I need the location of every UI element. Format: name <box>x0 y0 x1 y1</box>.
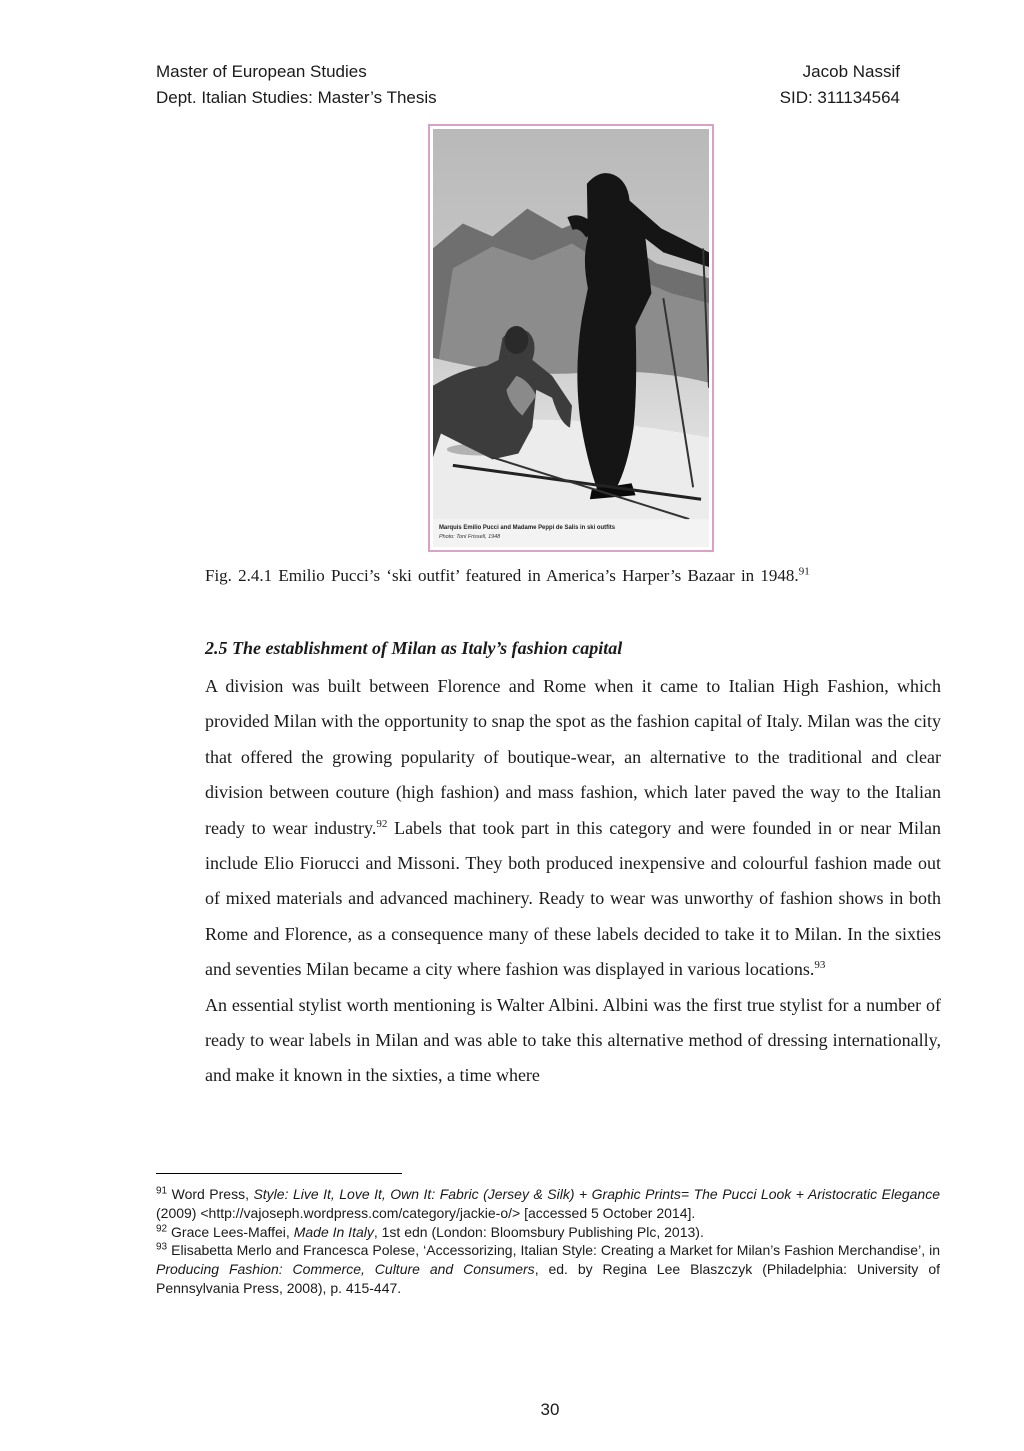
figure-photo <box>428 124 714 552</box>
header-student-id: SID: 311134564 <box>779 88 900 107</box>
photo-inset-caption: Marquis Emilio Pucci and Madame Peppi de Salis in ski outfits <box>438 525 616 532</box>
footnotes <box>156 1185 940 1298</box>
ski-photo-illustration <box>433 129 709 547</box>
header-program: Master of European Studies <box>156 62 367 81</box>
body-paragraph-2: An essential stylist worth mentioning is Walter Albini. Albini was the first true stylist for a number of ready to wear labels in Milan and was able to take this alternative method of dressing internationally, and make it known in the sixties, a time where <box>205 994 941 1086</box>
footnote-92: $^{92}$ Grace Lees-Maffei, Made In Italy, 1st edn (London: Bloomsbury Publishing Plc, 2013). <box>156 1222 704 1240</box>
page-number: 30 <box>540 1400 560 1419</box>
footnote-separator <box>156 1173 402 1174</box>
header-department: Dept. Italian Studies: Master’s Thesis <box>156 88 437 107</box>
header-author: Jacob Nassif <box>802 62 900 81</box>
footnote-ref-91[interactable]: 91 <box>798 565 810 578</box>
photo-inset-credit: Photo: Toni Frissell, 1948 <box>438 534 501 541</box>
footnote-91: $^{91}$ Word Press, Style: Live It, Love It, Own It: Fabric (Jersey & Silk) + Graphic Prints= The Pucci Look + Aristocratic Elegance (2009) <http://vajoseph.wordpress.com/category/jackie-o/> [accessed 5 October 2014]. <box>156 1185 940 1221</box>
body-text <box>205 669 941 1094</box>
footnote-ref-92[interactable]: 92 <box>376 817 388 830</box>
footnote-ref-93[interactable]: 93 <box>814 959 826 972</box>
body-paragraph-1: A division was built between Florence and Rome when it came to Italian High Fashion, which provided Milan with the opportunity to snap the spot as the fashion capital of Italy. Milan was the city that offered the growing popularity of boutique-wear, an alternative to the traditional and clear division between couture (high fashion) and mass fashion, which later paved the way to the Italian ready to wear industry.$^{92}$ Labels that took part in this category and were founded in or near Milan include Elio Fiorucci and Missoni. They both produced inexpensive and colourful fashion made out of mixed materials and advanced machinery. Ready to wear was unworthy of fashion shows in both Rome and Florence, as a consequence many of these labels decided to take it to Milan. In the sixties and seventies Milan became a city where fashion was displayed in various locations.$^{93}$ <box>205 676 941 980</box>
page-header <box>156 59 900 111</box>
footnote-93: $^{93}$ Elisabetta Merlo and Francesca Polese, ‘Accessorizing, Italian Style: Creating a Market for Milan’s Fashion Merchandise’, in Producing Fashion: Commerce, Culture and Consumers, ed. by Regina Lee Blaszczyk (Philadelphia: University of Pennsylvania Press, 2008), p. 415-447. <box>156 1241 940 1296</box>
figure-caption: Fig. 2.4.1 Emilio Pucci’s ‘ski outfit’ featured in America’s Harper’s Bazaar in 1948.91 <box>205 565 810 585</box>
section-heading: 2.5 The establishment of Milan as Italy’s fashion capital <box>205 638 623 658</box>
